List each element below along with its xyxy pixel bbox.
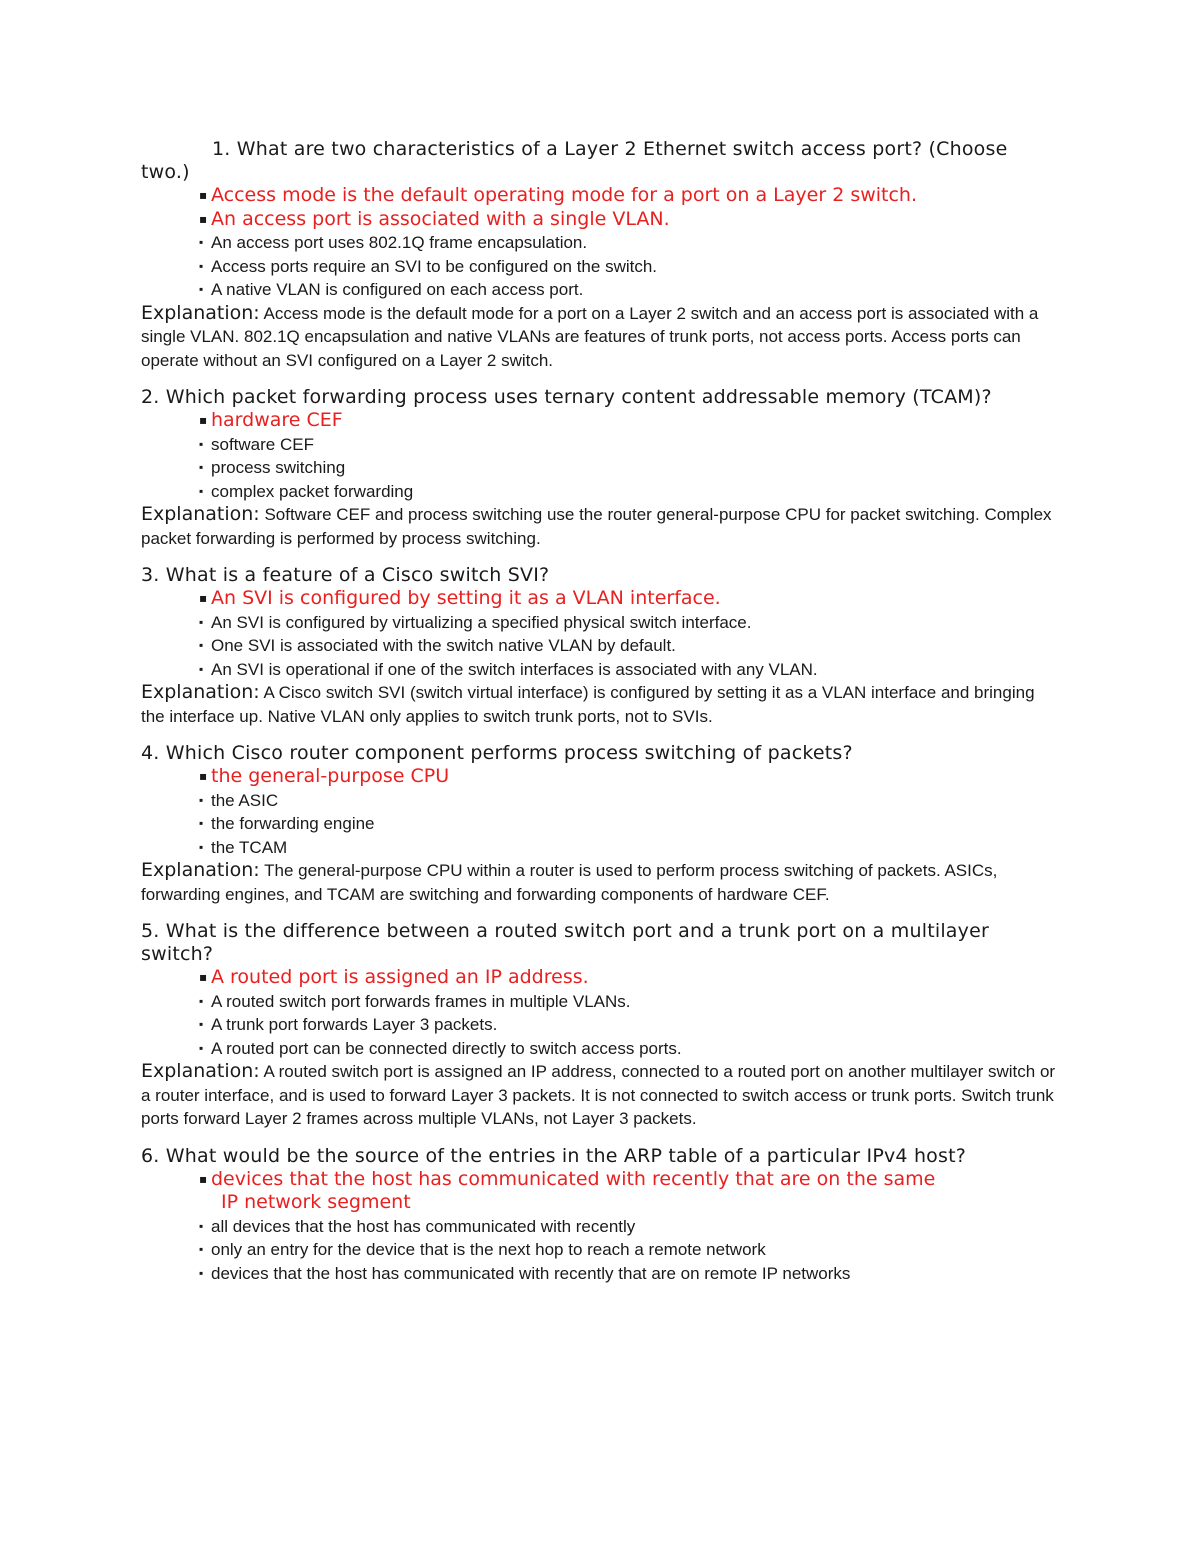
bullet-icon: ▪ <box>199 460 204 474</box>
explanation <box>141 503 1061 550</box>
bullet-icon: ▪ <box>199 188 208 202</box>
document-page <box>141 138 1061 1285</box>
bullet-icon: ▪ <box>199 282 204 296</box>
question-title: 4. Which Cisco router component performs process switching of packets? <box>141 742 853 764</box>
correct-option: ▪ An access port is associated with a single VLAN. <box>199 207 670 230</box>
bullet-icon: ▪ <box>199 839 204 854</box>
explanation <box>141 1060 1061 1131</box>
bullet-icon: ▪ <box>199 1040 204 1055</box>
bullet-icon: ▪ <box>199 211 208 226</box>
bullet-icon: ▪ <box>199 591 208 605</box>
explanation-text: Access mode is the default mode for a port on a Layer 2 switch and an access port is associated with a single VLAN. 802.1Q encapsulation and native VLANs are features of trunk ports, not access ports. Access ports can operate without an SVI configured on a Layer 2 switch. <box>141 303 1039 370</box>
bullet-icon: ▪ <box>199 661 204 676</box>
explanation <box>141 681 1061 728</box>
bullet-icon: ▪ <box>199 970 208 984</box>
bullet-icon: ▪ <box>199 792 204 807</box>
correct-option: ▪ the general-purpose CPU <box>199 765 450 787</box>
bullet-icon: ▪ <box>199 614 204 629</box>
bullet-icon: ▪ <box>199 1265 204 1280</box>
option-item: ▪ complex packet forwarding <box>198 480 1061 504</box>
option-list <box>141 966 1061 1060</box>
option-item: ▪ One SVI is associated with the switch native VLAN by default. <box>198 634 1061 658</box>
correct-option: ▪ hardware CEF <box>199 409 343 431</box>
correct-option: ▪ An SVI is configured by setting it as a VLAN interface. <box>199 587 721 609</box>
correct-option: ▪ A routed port is assigned an IP address. <box>199 966 589 988</box>
explanation-label: Explanation: <box>141 859 260 881</box>
question-block-2 <box>141 386 1061 550</box>
option-item: ▪ all devices that the host has communicated with recently <box>198 1215 1061 1239</box>
explanation <box>141 859 1061 906</box>
explanation-text: A routed switch port is assigned an IP address, connected to a routed port on another multilayer switch or a router interface, and is used to forward Layer 3 packets. It is not connected to switch access or trunk ports. Switch trunk ports forward Layer 2 frames across multiple VLANs, not Layer 3 packets. <box>141 1062 1056 1128</box>
option-item: ▪ only an entry for the device that is the next hop to reach a remote network <box>198 1238 1061 1262</box>
option-item: ▪ A routed port can be connected directly to switch access ports. <box>198 1037 1061 1061</box>
option-item: ▪ An SVI is configured by virtualizing a specified physical switch interface. <box>198 611 1061 635</box>
bullet-icon: ▪ <box>199 258 204 273</box>
explanation-text: Software CEF and process switching use the router general-purpose CPU for packet switching. Complex packet forwarding is performed by process switching. <box>141 505 1052 548</box>
bullet-icon: ▪ <box>199 483 204 498</box>
option-item: ▪ A native VLAN is configured on each access port. <box>198 278 1061 302</box>
bullet-icon: ▪ <box>199 769 208 783</box>
question-title: 2. Which packet forwarding process uses ternary content addressable memory (TCAM)? <box>141 386 992 408</box>
option-list <box>141 587 1061 681</box>
question-title: 6. What would be the source of the entries in the ARP table of a particular IPv4 host? <box>141 1144 967 1167</box>
option-list <box>141 184 1061 302</box>
option-item: ▪ the ASIC <box>198 789 1061 813</box>
question-title: 3. What is a feature of a Cisco switch SVI? <box>141 564 550 586</box>
option-item: ▪ software CEF <box>198 433 1061 457</box>
bullet-icon: ▪ <box>199 235 204 249</box>
option-item: ▪ the forwarding engine <box>198 812 1061 836</box>
option-item: ▪ devices that the host has communicated with recently that are on remote IP networks <box>198 1262 1061 1286</box>
correct-option: ▪ devices that the host has communicated with recently that are on the same IP network segment <box>199 1167 936 1213</box>
bullet-icon: ▪ <box>199 993 204 1008</box>
bullet-icon: ▪ <box>199 1171 208 1186</box>
correct-option: ▪ Access mode is the default operating mode for a port on a Layer 2 switch. <box>199 184 918 206</box>
option-item: ▪ Access ports require an SVI to be configured on the switch. <box>198 255 1061 279</box>
question-block-5 <box>141 920 1061 1131</box>
bullet-icon: ▪ <box>199 1218 204 1233</box>
explanation-text: A Cisco switch SVI (switch virtual interface) is configured by setting it as a VLAN interface and bringing the interface up. Native VLAN only applies to switch trunk ports, not to SVIs. <box>141 683 1035 726</box>
option-list <box>141 409 1061 503</box>
question-block-4 <box>141 742 1061 906</box>
option-item: ▪ A routed switch port forwards frames in multiple VLANs. <box>198 990 1061 1014</box>
bullet-icon: ▪ <box>199 1017 204 1031</box>
explanation-label: Explanation: <box>141 503 260 525</box>
bullet-icon: ▪ <box>199 638 204 652</box>
option-item: ▪ the TCAM <box>198 836 1061 860</box>
bullet-icon: ▪ <box>199 436 204 451</box>
bullet-icon: ▪ <box>199 1242 204 1256</box>
question-block-6 <box>141 1145 1061 1286</box>
explanation <box>141 302 1061 373</box>
explanation-label: Explanation: <box>141 1060 260 1082</box>
bullet-icon: ▪ <box>199 816 204 830</box>
option-item: ▪ A trunk port forwards Layer 3 packets. <box>198 1013 1061 1037</box>
option-item: ▪ An access port uses 802.1Q frame encapsulation. <box>198 231 1061 255</box>
bullet-icon: ▪ <box>199 413 208 427</box>
question-title: 1. What are two characteristics of a Layer 2 Ethernet switch access port? (Choose two.) <box>141 138 1008 183</box>
option-item: ▪ process switching <box>198 456 1061 480</box>
option-list <box>141 1168 1061 1286</box>
explanation-label: Explanation: <box>141 301 260 324</box>
explanation-label: Explanation: <box>141 681 260 703</box>
question-block-3 <box>141 564 1061 728</box>
option-item: ▪ An SVI is operational if one of the switch interfaces is associated with any VLAN. <box>198 658 1061 682</box>
option-list <box>141 765 1061 859</box>
question-block-1 <box>141 138 1061 372</box>
question-title: 5. What is the difference between a routed switch port and a trunk port on a multilayer switch? <box>141 920 989 965</box>
explanation-text: The general-purpose CPU within a router is used to perform process switching of packets. ASICs, forwarding engines, and TCAM are switching and forwarding components of hardware CEF. <box>141 861 998 904</box>
